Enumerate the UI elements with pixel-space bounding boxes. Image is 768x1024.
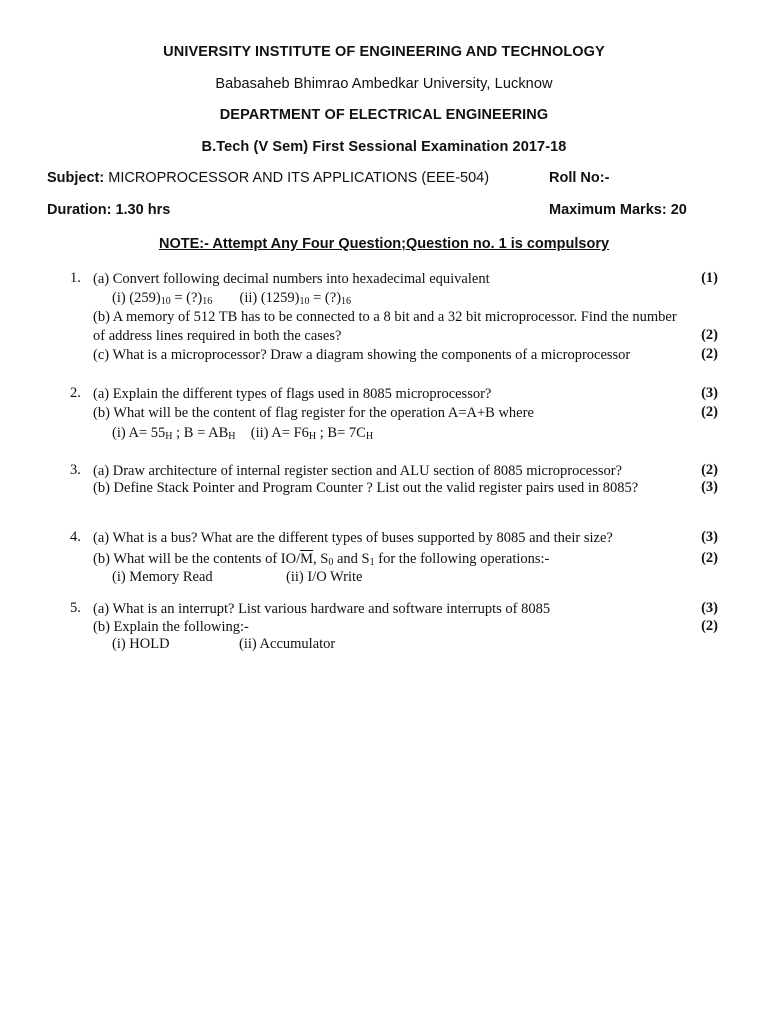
max-marks-line bbox=[549, 202, 687, 218]
q5-b-option-ii: (ii) Accumulator bbox=[239, 636, 336, 652]
q3-b-marks: (3) bbox=[701, 479, 718, 495]
q5-a-marks: (3) bbox=[701, 600, 718, 616]
duration-label: Duration: bbox=[47, 202, 112, 218]
subject-line bbox=[47, 170, 489, 186]
department-name: DEPARTMENT OF ELECTRICAL ENGINEERING bbox=[219, 107, 549, 123]
q2-a-marks: (3) bbox=[701, 385, 718, 401]
q4-b-option-ii: (ii) I/O Write bbox=[286, 569, 363, 585]
duration-value: 1.30 hrs bbox=[115, 202, 171, 218]
q2-part-b: (b) What will be the content of flag register for the operation A=A+B where bbox=[93, 405, 534, 421]
question-number: 3. bbox=[70, 462, 81, 478]
subject-value: MICROPROCESSOR AND ITS APPLICATIONS (EEE-504) bbox=[108, 170, 490, 186]
q1-part-b-line2: of address lines required in both the cases? bbox=[93, 328, 342, 344]
q1-part-a: (a) Convert following decimal numbers into hexadecimal equivalent bbox=[93, 271, 490, 287]
q4-b-marks: (2) bbox=[701, 550, 718, 566]
question-number: 2. bbox=[70, 385, 81, 401]
q4-a-marks: (3) bbox=[701, 529, 718, 545]
q1-part-c: (c) What is a microprocessor? Draw a diagram showing the components of a microprocessor bbox=[93, 347, 631, 363]
university-name: Babasaheb Bhimrao Ambedkar University, Lucknow bbox=[215, 76, 553, 92]
q4-part-a: (a) What is a bus? What are the different types of buses supported by 8085 and their size? bbox=[93, 530, 613, 546]
q4-b-option-i: (i) Memory Read bbox=[112, 569, 213, 585]
q1-b-marks: (2) bbox=[701, 327, 718, 343]
note-line: NOTE:- Attempt Any Four Question;Question no. 1 is compulsory bbox=[158, 236, 610, 252]
q5-b-option-i: (i) HOLD bbox=[112, 636, 170, 652]
institute-title: UNIVERSITY INSTITUTE OF ENGINEERING AND TECHNOLOGY bbox=[163, 44, 605, 60]
max-marks-label: Maximum Marks: bbox=[549, 202, 667, 218]
q3-part-b: (b) Define Stack Pointer and Program Counter ? List out the valid register pairs used in 8085? bbox=[93, 480, 639, 496]
question-number: 5. bbox=[70, 600, 81, 616]
q3-a-marks: (2) bbox=[701, 462, 718, 478]
q1-part-b-line1: (b) A memory of 512 TB has to be connected to a 8 bit and a 32 bit microprocessor. Find the number bbox=[93, 309, 677, 325]
q5-part-a: (a) What is an interrupt? List various hardware and software interrupts of 8085 bbox=[93, 601, 551, 617]
question-number: 1. bbox=[70, 270, 81, 286]
q1-a-subparts: (i) $(259)_{10}$ = $(?)_{16}$ (ii) $(1259)_{10}$ = $(?)_{16}$ bbox=[112, 290, 352, 307]
question-number: 4. bbox=[70, 529, 81, 545]
q2-part-a: (a) Explain the different types of flags used in 8085 microprocessor? bbox=[93, 386, 492, 402]
q4-part-b: (b) What will be the contents of $IO/\overline{M}$, $S_0$ and $S_1$ for the following operations:- bbox=[93, 551, 550, 568]
roll-label: Roll No:- bbox=[549, 170, 610, 186]
q2-b-subparts: (i) $A= 55_H$ ; $B = AB_H$ (ii) $A= F6_H$ ; $B= 7C_H$ bbox=[112, 425, 374, 442]
q5-part-b: (b) Explain the following:- bbox=[93, 619, 249, 635]
q2-b-marks: (2) bbox=[701, 404, 718, 420]
duration-line bbox=[47, 202, 170, 218]
subject-label: Subject: bbox=[47, 170, 105, 186]
exam-title: B.Tech (V Sem) First Sessional Examination 2017-18 bbox=[201, 139, 567, 155]
q1-c-marks: (2) bbox=[701, 346, 718, 362]
max-marks-value: 20 bbox=[670, 202, 687, 218]
q3-part-a: (a) Draw architecture of internal register section and ALU section of 8085 microprocessor? bbox=[93, 463, 623, 479]
roll-no bbox=[549, 170, 609, 186]
q1-a-marks: (1) bbox=[701, 270, 718, 286]
q5-b-marks: (2) bbox=[701, 618, 718, 634]
